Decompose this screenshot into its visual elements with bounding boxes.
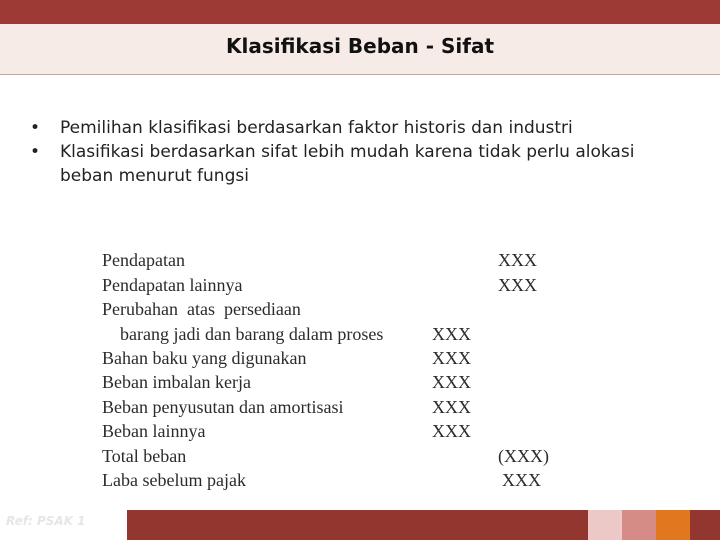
statement-value-col2: XXX — [498, 250, 537, 270]
statement-value-col1: XXX — [432, 348, 471, 368]
slide-title: Klasifikasi Beban - Sifat — [225, 34, 495, 58]
statement-label: Pendapatan — [102, 250, 185, 270]
statement-label: Beban penyusutan dan amortisasi — [102, 397, 344, 417]
footer-swatch-dark-red — [690, 510, 720, 540]
statement-row — [102, 372, 562, 396]
statement-row — [102, 275, 562, 299]
reference-note: Ref: PSAK 1 — [6, 514, 86, 528]
statement-label: Total beban — [102, 446, 187, 466]
statement-row — [102, 324, 562, 348]
statement-label: Beban imbalan kerja — [102, 372, 251, 392]
statement-row — [102, 470, 562, 494]
statement-value-col2: XXX — [502, 470, 541, 490]
statement-label: Laba sebelum pajak — [102, 470, 246, 490]
statement-value-col2: XXX — [498, 275, 537, 295]
statement-label: Beban lainnya — [102, 421, 206, 441]
statement-row — [102, 348, 562, 372]
statement-row — [102, 397, 562, 421]
statement-label: Pendapatan lainnya — [102, 275, 243, 295]
bullet-list — [30, 116, 690, 188]
statement-value-col1: XXX — [432, 324, 471, 344]
statement-value-col2: (XXX) — [498, 446, 549, 466]
statement-label: Bahan baku yang digunakan — [102, 348, 307, 368]
bullet-item: • Pemilihan klasifikasi berdasarkan faktor historis dan industri — [30, 116, 690, 140]
footer-swatch-light-pink — [588, 510, 622, 540]
bullet-item: • Klasifikasi berdasarkan sifat lebih mudah karena tidak perlu alokasi beban menurut fungsi — [30, 140, 690, 188]
statement-row — [102, 421, 562, 445]
statement-label: Perubahan atas persediaan — [102, 299, 301, 319]
footer-swatch-pink — [622, 510, 656, 540]
statement-row — [102, 250, 562, 274]
statement-row — [102, 446, 562, 470]
statement-row — [102, 299, 562, 323]
header-top-bar — [0, 0, 720, 24]
statement-value-col1: XXX — [432, 372, 471, 392]
statement-label: barang jadi dan barang dalam proses — [120, 324, 384, 344]
footer-swatch-orange — [656, 510, 690, 540]
statement-value-col1: XXX — [432, 421, 471, 441]
statement-value-col1: XXX — [432, 397, 471, 417]
